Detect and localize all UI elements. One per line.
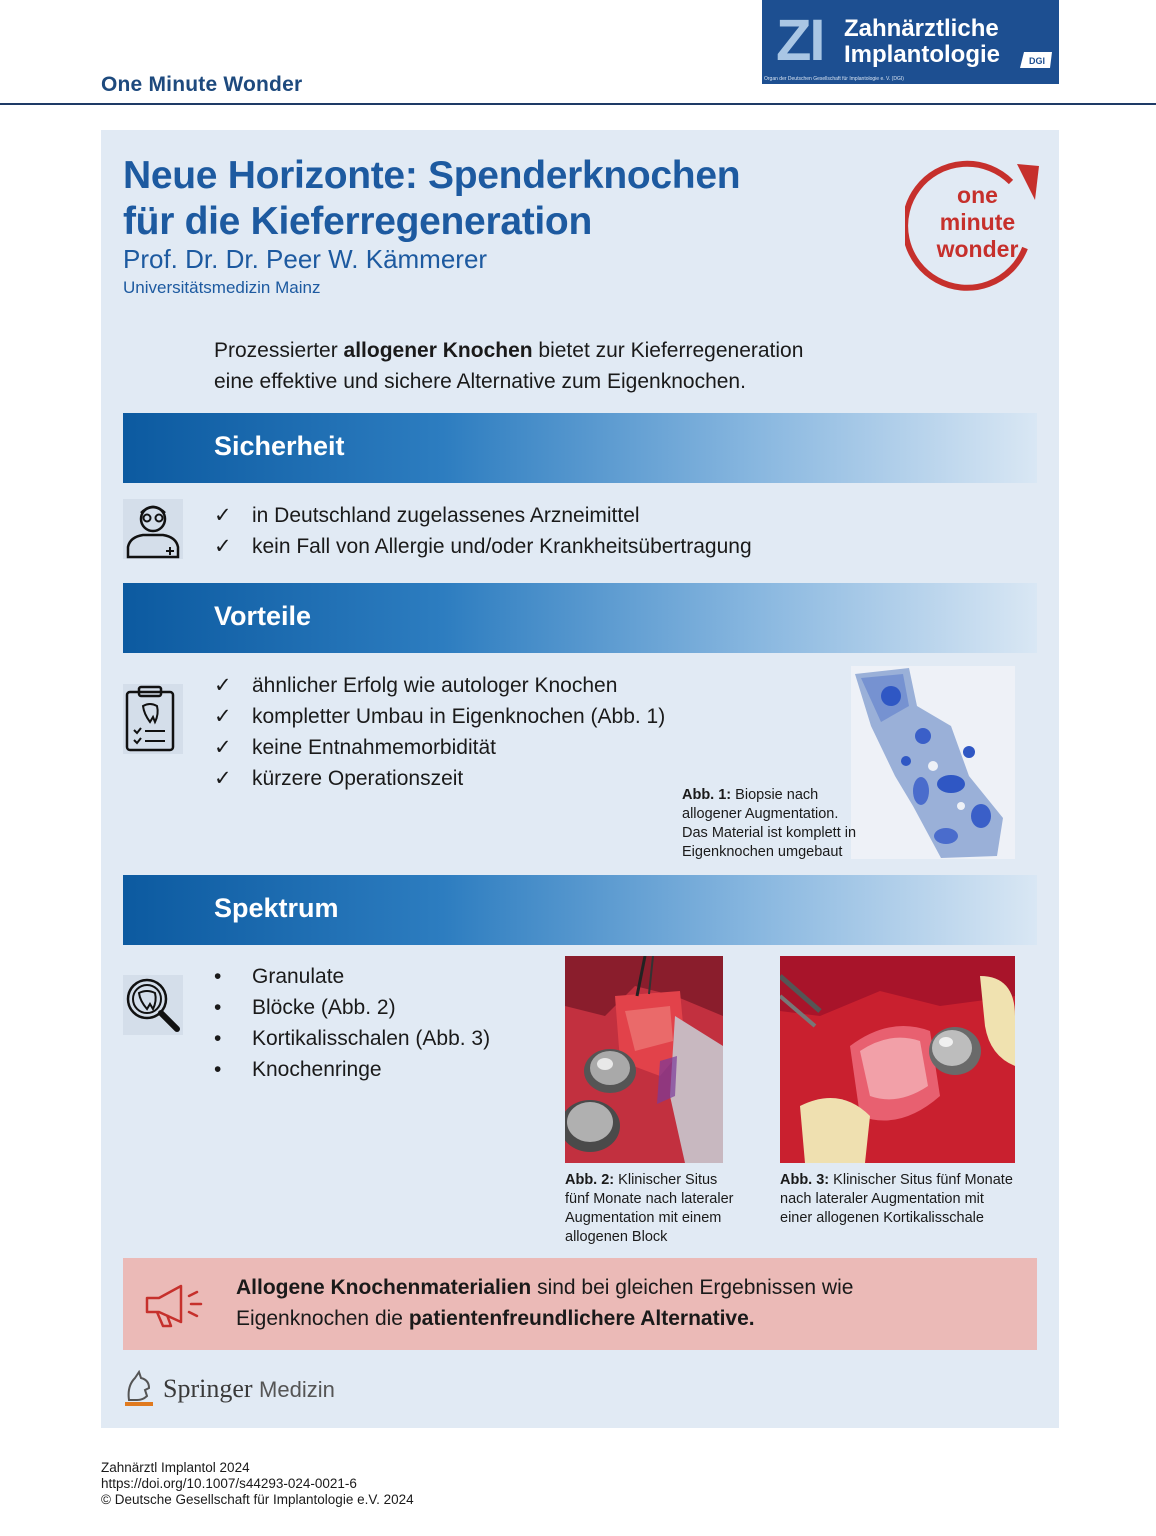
intro-line2: eine effektive und sichere Alternative zum Eigenknochen.	[214, 370, 746, 393]
figure-3-caption	[780, 1171, 1013, 1228]
list-item-text: Knochenringe	[252, 1058, 382, 1081]
caption-label: Abb. 1:	[682, 787, 732, 803]
badge-line1: one	[957, 182, 998, 208]
bullet-mark: •	[214, 1058, 222, 1081]
list-item-text: Granulate	[252, 965, 345, 988]
intro-pre: Prozessierter	[214, 339, 344, 362]
publisher-name-text: Springer	[163, 1374, 253, 1403]
figure-2-clinical-photo	[565, 956, 723, 1163]
list-item-text: keine Entnahmemorbidität	[252, 736, 496, 759]
citation-copyright: © Deutsche Gesellschaft für Implantologie e.V. 2024	[101, 1492, 414, 1507]
section-band-safety	[123, 413, 1037, 483]
figure-1-caption	[682, 786, 856, 862]
list-item-text: kompletter Umbau in Eigenknochen (Abb. 1)	[252, 705, 666, 728]
figure-2-caption	[565, 1171, 733, 1247]
article-title	[123, 153, 740, 245]
conclusion-text	[236, 1272, 853, 1334]
list-item-text: kürzere Operationszeit	[252, 767, 464, 790]
citation-journal: Zahnärztl Implantol 2024	[101, 1460, 250, 1475]
caption-line: Augmentation mit einem	[565, 1210, 722, 1226]
clipboard-tooth-icon	[123, 684, 183, 754]
citation-footer	[101, 1460, 414, 1508]
caption-line: fünf Monate nach lateraler	[565, 1191, 734, 1207]
figure-1-biopsy-image	[851, 666, 1015, 859]
megaphone-icon	[143, 1282, 207, 1328]
check-mark: ✓	[214, 535, 232, 558]
intro-bold: allogener Knochen	[343, 339, 533, 362]
bullet-mark: •	[214, 996, 222, 1019]
conclusion-text1: sind bei gleichen Ergebnissen wie	[531, 1276, 854, 1299]
section-title-spectrum: Spektrum	[214, 893, 339, 923]
header-divider	[0, 103, 1156, 105]
journal-logo-subtitle: Organ der Deutschen Gesellschaft für Implantologie e. V. (DGI)	[764, 76, 904, 82]
section-label: One Minute Wonder	[101, 73, 303, 96]
section-band-spectrum	[123, 875, 1037, 945]
tooth-magnifier-icon	[123, 975, 183, 1035]
list-item-text: Kortikalisschalen (Abb. 3)	[252, 1027, 491, 1050]
citation-doi: https://doi.org/10.1007/s44293-024-0021-6	[101, 1476, 357, 1491]
article-title-line1: Neue Horizonte: Spenderknochen	[123, 154, 741, 197]
caption-line: Klinischer Situs	[618, 1172, 718, 1188]
dgi-logo-icon	[1020, 50, 1054, 70]
publisher-product: Medizin	[259, 1377, 335, 1402]
publisher-logo	[123, 1368, 363, 1410]
bullet-mark: •	[214, 965, 222, 988]
caption-line: Klinischer Situs fünf Monate	[833, 1172, 1013, 1188]
caption-line: Das Material ist komplett in	[682, 825, 857, 841]
journal-logo-abbr: ZI	[776, 8, 824, 73]
article-author: Prof. Dr. Dr. Peer W. Kämmerer	[123, 244, 488, 274]
list-item-text: ähnlicher Erfolg wie autologer Knochen	[252, 674, 618, 697]
check-mark: ✓	[214, 705, 232, 728]
list-item-text: kein Fall von Allergie und/oder Krankheitsübertragung	[252, 535, 752, 558]
doctor-icon	[123, 499, 183, 559]
springer-horse-icon	[123, 1370, 155, 1408]
caption-line: nach lateraler Augmentation mit	[780, 1191, 984, 1207]
caption-line: allogener Augmentation.	[682, 806, 839, 822]
section-title-safety: Sicherheit	[214, 431, 345, 461]
conclusion-text2: Eigenknochen die	[236, 1307, 409, 1330]
publisher-name	[163, 1374, 335, 1404]
badge-line3: wonder	[936, 236, 1019, 262]
article-title-line2: für die Kieferregeneration	[123, 200, 592, 243]
badge-line2: minute	[939, 209, 1016, 235]
conclusion-box	[123, 1258, 1037, 1350]
caption-label: Abb. 2:	[565, 1172, 615, 1188]
intro-post: bietet zur Kieferregeneration	[532, 339, 804, 362]
conclusion-bold2: patientenfreundlichere Alternative.	[408, 1307, 755, 1330]
caption-line: Biopsie nach	[735, 787, 819, 803]
caption-line: Eigenknochen umgebaut	[682, 844, 843, 860]
dgi-badge-text: DGI	[1029, 56, 1046, 66]
clinical-photo-illustration-3	[780, 956, 1015, 1163]
check-mark: ✓	[214, 504, 232, 527]
conclusion-bold1: Allogene Knochenmaterialien	[236, 1276, 532, 1299]
caption-label: Abb. 3:	[780, 1172, 830, 1188]
journal-logo	[762, 0, 1059, 84]
biopsy-illustration	[851, 666, 1015, 859]
journal-logo-name-line2: Implantologie	[844, 41, 1000, 68]
article-affiliation: Universitätsmedizin Mainz	[123, 278, 321, 297]
one-minute-wonder-badge	[905, 160, 1040, 295]
caption-line: einer allogenen Kortikalisschale	[780, 1210, 984, 1226]
intro-text	[214, 335, 803, 397]
check-mark: ✓	[214, 674, 232, 697]
journal-logo-name-line1: Zahnärztliche	[844, 15, 999, 42]
check-mark: ✓	[214, 736, 232, 759]
bullet-mark: •	[214, 1027, 222, 1050]
check-mark: ✓	[214, 767, 232, 790]
list-item-text: Blöcke (Abb. 2)	[252, 996, 396, 1019]
section-band-advantages	[123, 583, 1037, 653]
caption-line: allogenen Block	[565, 1229, 668, 1245]
figure-3-clinical-photo	[780, 956, 1015, 1163]
clinical-photo-illustration-2	[565, 956, 723, 1163]
list-item-text: in Deutschland zugelassenes Arzneimittel	[252, 504, 640, 527]
section-title-advantages: Vorteile	[214, 601, 312, 631]
